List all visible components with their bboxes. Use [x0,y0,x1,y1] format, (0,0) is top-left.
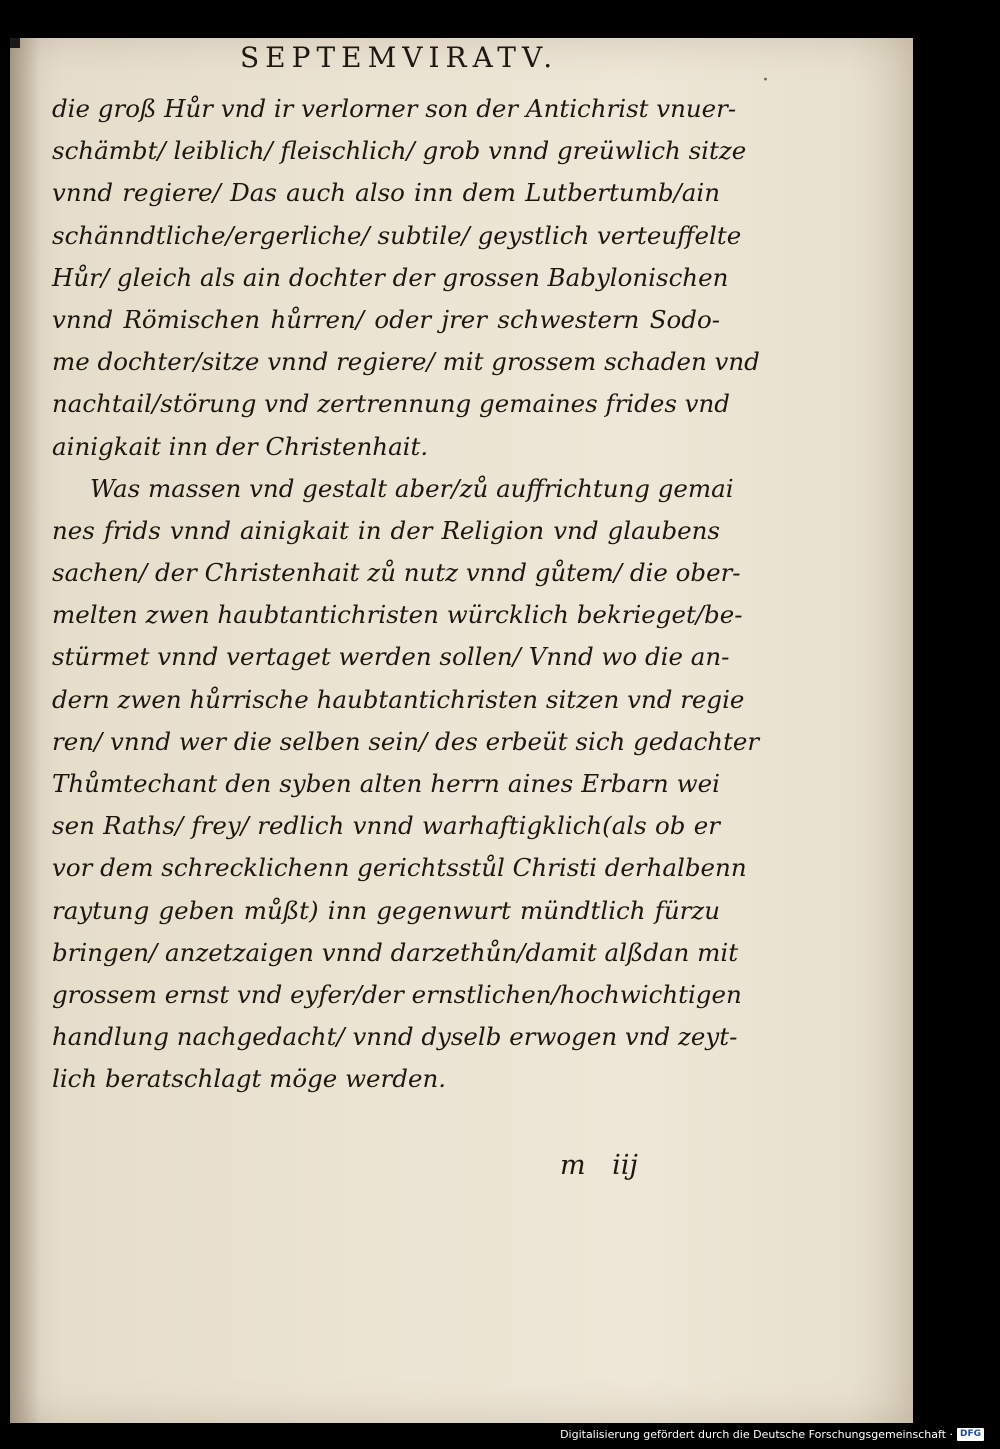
text-line: schänndtliche/ergerliche/ subtile/ geystlich verteuffelte [52,220,742,250]
text-line: grossem ernst vnd eyfer/der ernstlichen/hochwichtigen [52,979,742,1009]
text-line: Thůmtechant den syben alten herrn aines Erbarn wei [52,769,720,798]
text-line: schämbt/ leiblich/ fleischlich/ grob vnnd greüwlich sitze [52,136,747,166]
text-line: me dochter/sitze vnnd regiere/ mit grossem schaden vnd [52,347,760,377]
funding-text: Digitalisierung gefördert durch die Deutsche Forschungsgemeinschaft · [560,1428,953,1441]
text-line: raytung geben můßt) inn gegenwurt mündtlich fürzu [52,895,720,925]
text-line: melten zwen haubtantichristen würcklich bekrieget/be- [52,600,743,630]
text-line: vnnd Römischen hůrren/ oder jrer schwestern Sodo- [52,304,720,334]
text-line: ren/ vnnd wer die selben sein/ des erbeüt sich gedachter [52,726,760,756]
text-line: nachtail/störung vnd zertrennung gemaines frides vnd [52,389,730,419]
funding-footer [560,1428,984,1441]
text-line: Was massen vnd gestalt aber/zů auffrichtung gemai [90,473,734,503]
text-line: stürmet vnnd vertaget werden sollen/ Vnnd wo die an- [52,642,730,672]
ink-speck: · [762,68,769,93]
text-line: sachen/ der Christenhait zů nutz vnnd gůtem/ die ober- [52,558,741,588]
paragraph-2 [52,468,760,1101]
text-line: Hůr/ gleich als ain dochter der grossen Babylonischen [52,262,729,292]
spine-shadow [10,38,40,1423]
text-line: vnnd regiere/ Das auch also inn dem Lutbertumb/ain [52,178,720,208]
text-line: nes frids vnnd ainigkait in der Religion vnd glaubens [52,515,720,545]
text-line: lich beratschlagt möge werden. [52,1064,447,1094]
text-line: ainigkait inn der Christenhait. [52,431,429,461]
corner-mark [10,38,20,48]
paragraph-1 [52,88,760,468]
text-line: bringen/ anzetzaigen vnnd darzethůn/damit alßdan mit [52,937,739,967]
running-head: SEPTEMVIRATV. [240,41,559,74]
text-line: handlung nachgedacht/ vnnd dyselb erwogen vnd zeyt- [52,1022,738,1052]
text-line: die groß Hůr vnd ir verlorner son der Antichrist vnuer- [52,94,737,123]
text-line: vor dem schrecklichenn gerichtsstůl Christi derhalbenn [52,853,747,883]
text-line: dern zwen hůrrische haubtantichristen sitzen vnd regie [52,684,745,714]
signature-mark: m iij [560,1150,638,1181]
body-text [52,88,760,1101]
text-line: sen Raths/ frey/ redlich vnnd warhaftigklich(als ob er [52,811,720,841]
dfg-logo-icon: DFG [957,1428,984,1441]
